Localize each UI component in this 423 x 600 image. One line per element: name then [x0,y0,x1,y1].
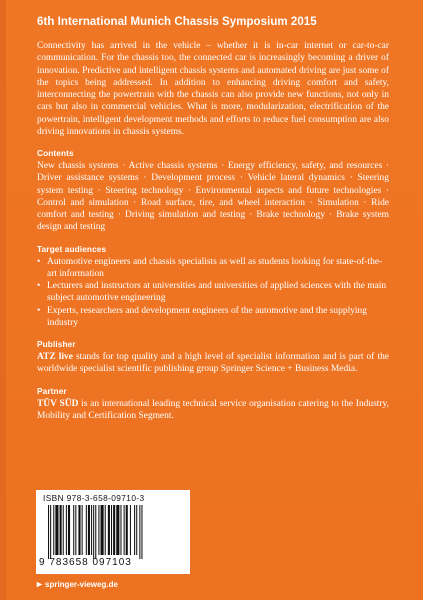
audiences-heading: Target audiences [37,243,107,254]
barcode-bar [82,505,83,555]
audiences-list [37,256,389,330]
barcode-bar [139,505,140,559]
barcode-bar [88,505,90,555]
list-item-text: Automotive engineers and chassis specialists as well as students looking for state-of-the-art information [47,256,383,279]
barcode-bar [111,505,112,555]
barcode-bar [101,505,104,555]
barcode-bar [120,505,121,555]
list-item-text: Experts, researchers and development engineers of the automotive and the supplying industry [47,305,367,328]
ean-digits: 9 783658 097103 [39,557,132,568]
list-item [37,280,389,305]
barcode-bar [141,505,142,559]
contents-text: New chassis systems · Active chassis systems · Energy efficiency, safety, and resources · Driver assistance systems · Development process · Vehicle lateral dynamics · Steering system testing · Steering technology · Environmental aspects and future technologies · Control and simulation · Road surface, tire, and wheel interaction · Simulation · Ride comfort and testing · Driving simulation and testing · Brake technology · Brake system design and testing [37,161,389,233]
partner-text: is an international leading technical service organisation catering to the Industry, Mobility and Certification Segment. [37,398,389,421]
partner-name: TÜV SÜD [37,398,79,409]
barcode-bar [68,505,70,555]
barcode-bar [91,505,92,555]
barcode-bar [78,505,80,555]
barcode-bar [136,505,137,555]
barcode-bar [95,505,96,559]
intro-paragraph: Connectivity has arrived in the vehicle – whether it is in-car internet or car-to-car communication. For the chassis too, the connected car is increasingly becoming a driver of innovation. Predictive and intelligent chassis systems and automated driving are just some of the topics being addressed. In addition to enhancing driving comfort and safety, interconnecting the powertrain with the chassis can also provide new functions, not only in cars but also in commercial vehicles. What is more, modularization, electrification of the powertrain, intelligent development methods and efforts to reduce fuel consumption are also driving innovations in chassis systems. [37,41,389,137]
publisher-website[interactable] [36,580,118,589]
isbn-barcode [36,490,190,574]
partner-paragraph [37,398,389,423]
barcode-bar [48,505,49,559]
barcode-bar [63,505,64,555]
list-item [37,256,389,281]
barcode-bar [75,505,76,555]
barcode-bar [93,505,94,559]
contents-heading: Contents [37,148,74,158]
barcode-bar [124,505,125,555]
book-title: 6th International Munich Chassis Symposium 2015 [37,16,317,28]
barcode-bar [113,505,115,555]
publisher-paragraph [37,351,389,376]
spine-edge [0,0,6,600]
barcode-bar [126,505,128,555]
barcode-bar [73,505,74,555]
list-item [37,305,389,330]
intro-section [37,40,389,138]
isbn-label: ISBN 978-3-658-09710-3 [43,493,145,503]
barcode-bar [53,505,54,555]
bullet-icon: • [37,281,41,291]
back-cover-text [37,16,389,422]
barcode-bar [66,505,67,555]
barcode-bar [55,505,58,555]
publisher-heading: Publisher [37,339,76,349]
website-url: springer-vieweg.de [45,580,118,589]
barcode-bar [60,505,62,555]
barcode-bar [50,505,51,559]
partner-heading: Partner [37,385,67,396]
barcode-bar [116,505,119,555]
barcode-bar [98,505,99,555]
list-item-text: Lecturers and instructors at universities and universities of applied sciences with the main subject automotive engineering [47,281,387,304]
bullet-icon: • [37,305,41,316]
arrow-right-icon [36,581,43,588]
barcode-bar [130,505,131,555]
barcode-bar [105,505,106,555]
publisher-name: ATZ live [37,352,73,362]
barcode-bar [108,505,110,555]
barcode-bar [134,505,135,555]
bullet-icon: • [37,256,41,267]
barcode-bar [86,505,87,555]
publisher-text: stands for top quality and a high level of specialist information and is part of the worldwide specialist scientific publishing group Springer Science + Business Media. [37,352,389,375]
